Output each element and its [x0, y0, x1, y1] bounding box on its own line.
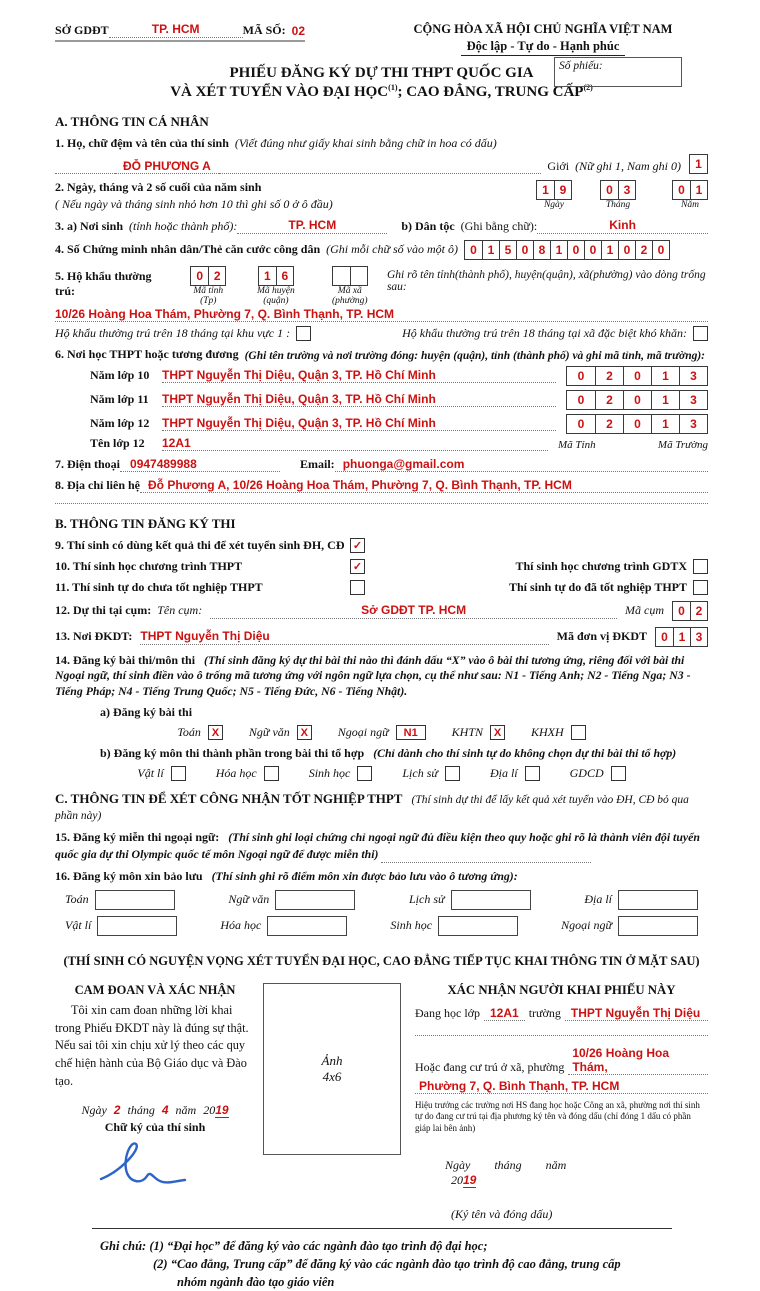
q11-da-checkbox[interactable] — [693, 580, 708, 595]
comp-sinhhoc-label: Sinh học — [308, 766, 351, 781]
q16-note: (Thí sinh ghi rõ điểm môn xin được bảo lưu vào ô tương ứng): — [211, 868, 518, 883]
exam-toan-label: Toán — [177, 725, 201, 740]
residence-address-value[interactable]: 10/26 Hoàng Hoa Thám, Phường 7, Q. Bình Thạnh, TP. HCM — [55, 307, 708, 322]
field-q9-row — [55, 538, 708, 553]
field-q12-row — [55, 601, 708, 621]
ma-tinh-label: Mã Tỉnh — [558, 438, 596, 451]
residence-district-boxes[interactable]: 1 6 — [258, 266, 294, 286]
comp-diali-label: Địa lí — [489, 766, 518, 781]
birth-day-label: Ngày — [543, 199, 565, 210]
exam-nguvan-checkbox[interactable]: X — [297, 725, 312, 740]
field-q15 — [55, 829, 708, 863]
ma-truong-label: Mã Trường — [657, 438, 708, 451]
q14b-subjects-row — [55, 766, 708, 781]
bottom-section — [55, 983, 708, 1222]
kv1-label: Hộ khẩu thường trú trên 18 tháng tại khu vực 1 : — [55, 325, 291, 340]
q11-chua-label: 11. Thí sinh tự do chưa tốt nghiệp THPT — [55, 579, 263, 594]
footnote-ref-2: (2) — [583, 82, 593, 92]
q11-chua-checkbox[interactable] — [350, 580, 365, 595]
birth-month-group — [600, 180, 636, 210]
school-history-label: 6. Nơi học THPT hoặc tương đương — [55, 346, 239, 361]
national-motto-line2: Độc lập - Tự do - Hạnh phúc — [461, 39, 626, 56]
q15-label: 15. Đăng ký miễn thi ngoại ngữ: — [55, 830, 220, 845]
q16-row1 — [55, 890, 708, 910]
email-value[interactable]: phuonga@gmail.com — [335, 457, 708, 472]
comp-sinhhoc-checkbox[interactable] — [357, 766, 372, 781]
field-q11-row — [55, 580, 708, 595]
ethnic-value[interactable]: Kinh — [609, 217, 636, 232]
confirm-residence-value1[interactable]: 10/26 Hoàng Hoa Thám, — [568, 1046, 708, 1075]
photo-label-line2: 4x6 — [322, 1068, 342, 1084]
gender-label: Giới — [547, 158, 570, 173]
comp-vatli-checkbox[interactable] — [171, 766, 186, 781]
residence-province-boxes[interactable]: 0 2 — [190, 266, 226, 286]
school-history-note: (Ghi tên trường và nơi trường đóng: huyện (quận), tỉnh (thành phố) và ghi mã tỉnh, mã trường): — [244, 349, 706, 362]
section-c-heading: C. THÔNG TIN ĐỂ XÉT CÔNG NHẬN TỐT NGHIỆP THPT — [55, 791, 403, 807]
comp-lichsu-label: Lịch sử — [402, 766, 438, 781]
contact-address-label: 8. Địa chỉ liên hệ — [55, 477, 141, 492]
residence-label: 5. Hộ khẩu thường trú: — [55, 268, 152, 298]
residence-province-group — [185, 266, 231, 306]
field-fullname-label-row — [55, 136, 708, 151]
q10-gdtx-checkbox[interactable] — [693, 559, 708, 574]
q9-label: 9. Thí sinh có dùng kết quả thi để xét tuyển sinh ĐH, CĐ — [55, 537, 345, 552]
class12-label: Tên lớp 12 — [90, 435, 145, 450]
q15-note: (Thí sinh ghi loại chứng chỉ ngoại ngữ đủ điều kiện theo quy hoặc ghi rõ là thành viên đội tuyển quốc gia dự thi Olympic quốc tế môn Ngoại ngữ để được miễn thi) — [55, 830, 700, 861]
field-id-number-row — [55, 240, 708, 260]
kho-khan-checkbox[interactable] — [693, 326, 708, 341]
confirm-class-pre: Đang học lớp — [415, 1005, 480, 1020]
so-gddt-label: SỞ GDĐT — [55, 23, 109, 37]
birth-day-boxes[interactable]: 1 9 — [536, 180, 572, 200]
footer-note-line2: (2) “Cao đẳng, Trung cấp” để đăng ký vào các ngành đào tạo trình độ cao đẳng, trung cấp — [153, 1256, 621, 1271]
reserve-lichsu-label: Lịch sử — [408, 892, 445, 907]
confirmation-heading: XÁC NHẬN NGƯỜI KHAI PHIẾU NÀY — [447, 982, 676, 997]
q13-value[interactable]: THPT Nguyễn Thị Diệu — [140, 628, 270, 643]
residence-address-row — [55, 307, 708, 322]
phone-label: 7. Điện thoại — [55, 456, 121, 471]
kho-khan-label: Hộ khẩu thường trú trên 18 tháng tại xã đặc biệt khó khăn: — [402, 325, 687, 340]
class-name-row — [55, 436, 708, 451]
residence-checkbox-row — [55, 326, 708, 341]
form-title-line2: VÀ XÉT TUYỂN VÀO ĐẠI HỌC$^{(1)}$; CAO ĐẲNG, TRUNG CẤP$^{(2)}$ — [170, 82, 593, 100]
q12-code-boxes[interactable]: 0 2 — [672, 601, 708, 621]
commitment-text: Tôi xin cam đoan những lời khai trong Phiếu ĐKDT này là đúng sự thật. Nếu sai tôi xin chịu xử lý theo các quy chế hiện hành của Bộ Giáo dục và Đào tạo. — [55, 1002, 249, 1089]
reserve-toan-label: Toán — [65, 892, 89, 907]
fullname-note: (Viết đúng như giấy khai sinh bằng chữ in hoa có dấu) — [234, 135, 497, 150]
q10-gdtx-label: Thí sinh học chương trình GDTX — [515, 558, 687, 573]
comp-vatli-label: Vật lí — [137, 766, 164, 781]
q15-answer-line[interactable] — [381, 847, 591, 863]
footer-note-line1: Ghi chú: (1) “Đại học” để đăng ký vào các ngành đào tạo trình độ đại học; — [100, 1238, 488, 1253]
q13-code-label: Mã đơn vị ĐKDT — [556, 629, 647, 643]
comp-gdcd-label: GDCD — [569, 766, 604, 781]
q14b-label: b) Đăng ký môn thi thành phần trong bài thi tổ hợp — [100, 746, 365, 761]
reserve-nguvan-label: Ngữ văn — [228, 892, 270, 907]
q13-label: 13. Nơi ĐKDT: — [55, 629, 133, 643]
q11-da-label: Thí sinh tự do đã tốt nghiệp THPT — [508, 579, 687, 594]
comp-diali-checkbox[interactable] — [525, 766, 540, 781]
photo-label-line1: Ảnh — [321, 1052, 343, 1068]
grade11-code-boxes[interactable]: 0 2 0 1 3 — [566, 390, 708, 410]
grade10-code-boxes[interactable]: 0 2 0 1 3 — [566, 366, 708, 386]
reserve-vatli-box[interactable] — [97, 916, 177, 936]
comp-gdcd-checkbox[interactable] — [611, 766, 626, 781]
birth-day-group — [536, 180, 572, 210]
q10-thpt-label: 10. Thí sinh học chương trình THPT — [55, 558, 243, 573]
q12-sub-label: Tên cụm: — [157, 603, 203, 617]
confirmation-residence-row2 — [415, 1079, 708, 1094]
field-birthdate-row — [55, 180, 708, 212]
q12-label: 12. Dự thi tại cụm: — [55, 603, 152, 617]
birth-month-boxes[interactable]: 0 3 — [600, 180, 636, 200]
q14b-note: (Chỉ dành cho thí sinh tự do không chọn dự thi bài thi tổ hợp) — [373, 746, 677, 761]
id-number-note: (Ghi mỗi chữ số vào một ô) — [326, 242, 458, 256]
comp-lichsu-checkbox[interactable] — [445, 766, 460, 781]
grade12-label: Năm lớp 12 — [90, 416, 150, 430]
residence-ward-label: Mã xã (phường) — [332, 285, 368, 306]
field-q14 — [55, 653, 708, 701]
ma-so-label: MÃ SỐ: — [242, 23, 286, 37]
email-label: Email: — [300, 456, 335, 471]
confirmation-blank-line — [415, 1035, 708, 1036]
field-q16-label-row — [55, 869, 708, 884]
so-gddt-value[interactable]: TP. HCM — [151, 22, 200, 36]
grade12-school-value[interactable]: THPT Nguyễn Thị Diệu, Quận 3, TP. Hồ Chí Minh — [162, 416, 556, 431]
footnote-ref-1: (1) — [388, 82, 398, 92]
exam-khtn-label: KHTN — [451, 725, 484, 740]
q14-note: (Thí sinh đăng ký dự thi bài thi nào thì đánh dấu “X” vào ô bài thi tương ứng, riêng đối với bài thi Ngoại ngữ, thí sinh điền vào ô trống mã tương ứng với ngôn ngữ lựa chọn, cụ thể như sau: N1 - Tiếng Anh; N2 - Tiếng Nga; N3 - Tiếng Pháp; N4 - Tiếng Trung Quốc; N5 - Tiếng Đức, N6 - Tiếng Nhật). — [55, 652, 691, 699]
reserve-ngoaingu-box[interactable] — [618, 916, 698, 936]
reserve-nguvan-box[interactable] — [275, 890, 355, 910]
confirm-residence-value2[interactable]: Phường 7, Q. Bình Thạnh, TP. HCM — [415, 1079, 708, 1094]
reserve-lichsu-box[interactable] — [451, 890, 531, 910]
back-side-notice: (THÍ SINH CÓ NGUYỆN VỌNG XÉT TUYỂN ĐẠI HỌC, CAO ĐẲNG TIẾP TỤC KHAI THÔNG TIN Ở MẶT SAU) — [63, 953, 700, 968]
gender-note: (Nữ ghi 1, Nam ghi 0) — [575, 158, 681, 173]
contact-address-value[interactable]: Đỗ Phương A, 10/26 Hoàng Hoa Thám, Phường 7, Q. Bình Thạnh, TP. HCM — [140, 478, 708, 493]
birth-year-label: Năm — [681, 199, 699, 210]
field-phone-email-row — [55, 457, 708, 472]
reserve-vatli-label: Vật lí — [65, 918, 92, 933]
footer-notes — [55, 1237, 708, 1291]
q12-cluster-value[interactable]: Sở GDĐT TP. HCM — [361, 602, 467, 617]
phone-value[interactable]: 0947489988 — [120, 457, 280, 472]
q14-label: 14. Đăng ký bài thi/môn thi — [55, 652, 196, 667]
form-header — [55, 22, 708, 56]
reserve-sinhhoc-label: Sinh học — [390, 918, 433, 933]
exam-nguvan-label: Ngữ văn — [248, 725, 290, 740]
birthdate-note: ( Nếu ngày và tháng sinh nhỏ hơn 10 thì ghi số 0 ở ô đầu) — [55, 196, 333, 211]
ethnic-label: b) Dân tộc — [401, 218, 455, 233]
reserve-diali-box[interactable] — [618, 890, 698, 910]
signature-label: Chữ ký của thí sinh — [104, 1119, 206, 1134]
ma-so-value[interactable]: 02 — [291, 24, 305, 38]
grade12-code-boxes[interactable]: 0 2 0 1 3 — [566, 414, 708, 434]
form-title-line1: PHIẾU ĐĂNG KÝ DỰ THI THPT QUỐC GIA — [229, 65, 534, 81]
section-c-note: (Thí sinh dự thi để lấy kết quả xét tuyển vào ĐH, CĐ bỏ qua phần này) — [55, 794, 689, 823]
confirmation-class-row — [415, 1006, 708, 1021]
grade10-label: Năm lớp 10 — [90, 368, 150, 382]
commitment-day-value[interactable]: 2 — [113, 1102, 121, 1117]
residence-ward-group — [321, 266, 379, 306]
confirmation-column — [409, 983, 708, 1222]
field-school-history-label-row — [55, 347, 708, 362]
q14a-label: a) Đăng ký bài thi — [100, 705, 193, 720]
birthplace-note: (tỉnh hoặc thành phố): — [129, 218, 238, 233]
commitment-column — [55, 983, 255, 1222]
id-number-boxes[interactable]: 0 1 5 0 8 1 0 0 1 0 2 0 — [464, 240, 670, 260]
commitment-heading: CAM ĐOAN VÀ XÁC NHẬN — [74, 982, 236, 997]
exam-ngoaingu-box[interactable]: N1 — [396, 725, 426, 740]
field-contact-address-row — [55, 478, 708, 493]
q9-checkbox[interactable]: ✓ — [350, 538, 365, 553]
field-fullname-value-row — [55, 154, 708, 174]
ethnic-note: (Ghi bằng chữ): — [460, 218, 538, 233]
q10-thpt-checkbox[interactable]: ✓ — [350, 559, 365, 574]
residence-district-group — [245, 266, 307, 306]
school-row-grade10 — [55, 366, 708, 386]
exam-toan-checkbox[interactable]: X — [208, 725, 223, 740]
reserve-ngoaingu-label: Ngoại ngữ — [561, 918, 612, 933]
reserve-hoahoc-label: Hóa học — [220, 918, 262, 933]
footer-note-line3: nhóm ngành đào tạo giáo viên — [177, 1275, 335, 1290]
grade11-label: Năm lớp 11 — [90, 392, 149, 406]
kv1-checkbox[interactable] — [296, 326, 311, 341]
class12-value[interactable]: 12A1 — [162, 436, 548, 451]
fullname-value[interactable]: ĐỖ PHƯƠNG A — [115, 159, 219, 174]
so-phieu-label: Số phiếu: — [559, 60, 603, 72]
confirmation-small-note: Hiệu trưởng các trường nơi HS đang học hoặc Công an xã, phường nơi thí sinh tự do đang cư trú tại địa phương ký tên và đóng dấu (chỉ đóng 1 dấu có phần giáp lai bên ảnh) — [415, 1099, 700, 1134]
confirmation-sign-note: (Ký tên và đóng dấu) — [451, 1206, 553, 1221]
q16-row2 — [55, 916, 708, 936]
birth-year-group — [672, 180, 708, 210]
confirm-class-value[interactable]: 12A1 — [484, 1006, 525, 1021]
exam-khxh-label: KHXH — [531, 725, 564, 740]
confirmation-year-value[interactable]: 19 — [463, 1172, 477, 1187]
confirm-school-value[interactable]: THPT Nguyễn Thị Diệu — [565, 1006, 708, 1021]
birthplace-label: 3. a) Nơi sinh — [55, 218, 123, 233]
residence-district-label: Mã huyện (quận) — [257, 285, 295, 306]
birthplace-value[interactable]: TP. HCM — [288, 217, 337, 232]
birth-month-label: Tháng — [605, 199, 631, 210]
exam-khxh-checkbox[interactable] — [571, 725, 586, 740]
field-q10-row — [55, 559, 708, 574]
national-motto-line1: CỘNG HÒA XÃ HỘI CHỦ NGHĨA VIỆT NAM — [413, 22, 673, 36]
school-row-grade11 — [55, 390, 708, 410]
grade10-school-value[interactable]: THPT Nguyễn Thị Diệu, Quận 3, TP. Hồ Chí Minh — [162, 368, 556, 383]
gender-value-box[interactable]: 1 — [695, 156, 702, 171]
fullname-label: 1. Họ, chữ đệm và tên của thí sinh — [55, 135, 229, 150]
confirm-school-pre: trường — [528, 1005, 561, 1020]
birthdate-label: 2. Ngày, tháng và 2 số cuối của năm sinh — [55, 179, 262, 194]
reserve-diali-label: Địa lí — [584, 892, 612, 907]
residence-note: Ghi rõ tên tỉnh(thành phố), huyện(quận), xã(phường) vào dòng trống sau: — [386, 268, 706, 293]
contact-address-extra-line — [55, 503, 708, 504]
field-q13-row — [55, 627, 708, 647]
residence-province-label: Mã tỉnh (Tp) — [193, 285, 224, 306]
candidate-signature — [95, 1137, 215, 1189]
confirmation-residence-row — [415, 1046, 708, 1075]
reserve-sinhhoc-box[interactable] — [438, 916, 518, 936]
reserve-toan-box[interactable] — [95, 890, 175, 910]
q13-code-boxes[interactable]: 0 1 3 — [655, 627, 708, 647]
exam-ngoaingu-label: Ngoại ngữ — [337, 725, 389, 740]
reserve-hoahoc-box[interactable] — [267, 916, 347, 936]
q14b-label-row — [55, 746, 708, 761]
q12-code-label: Mã cụm — [625, 603, 664, 617]
commitment-month-value[interactable]: 4 — [161, 1102, 169, 1117]
photo-box[interactable] — [263, 983, 401, 1155]
confirmation-date-line: Ngày tháng năm 2019 — [445, 1157, 567, 1187]
footer-divider — [92, 1228, 672, 1229]
id-number-label: 4. Số Chứng minh nhân dân/Thẻ căn cước công dân — [55, 242, 321, 256]
exam-khtn-checkbox[interactable]: X — [490, 725, 505, 740]
q16-label: 16. Đăng ký môn xin bảo lưu — [55, 868, 203, 883]
comp-hoahoc-checkbox[interactable] — [264, 766, 279, 781]
birth-year-boxes[interactable]: 0 1 — [672, 180, 708, 200]
field-birthplace-ethnic-row — [55, 218, 708, 234]
signature-area — [55, 1137, 255, 1193]
q14a-subjects-row — [55, 725, 708, 740]
section-a-heading: A. THÔNG TIN CÁ NHÂN — [55, 113, 209, 129]
school-row-grade12 — [55, 414, 708, 434]
commitment-date-line: Ngày 2 tháng 4 năm 2019 — [81, 1102, 229, 1117]
comp-hoahoc-label: Hóa học — [215, 766, 257, 781]
commitment-year-value[interactable]: 19 — [215, 1102, 229, 1117]
grade11-school-value[interactable]: THPT Nguyễn Thị Diệu, Quận 3, TP. Hồ Chí Minh — [162, 392, 556, 407]
section-c-heading-row — [55, 791, 708, 823]
confirm-residence-pre: Hoặc đang cư trú ở xã, phường — [415, 1059, 565, 1074]
section-b-heading: B. THÔNG TIN ĐĂNG KÝ THI — [55, 515, 236, 531]
residence-ward-boxes[interactable] — [332, 266, 368, 286]
field-residence-row — [55, 266, 708, 306]
so-phieu-box[interactable] — [554, 57, 682, 87]
